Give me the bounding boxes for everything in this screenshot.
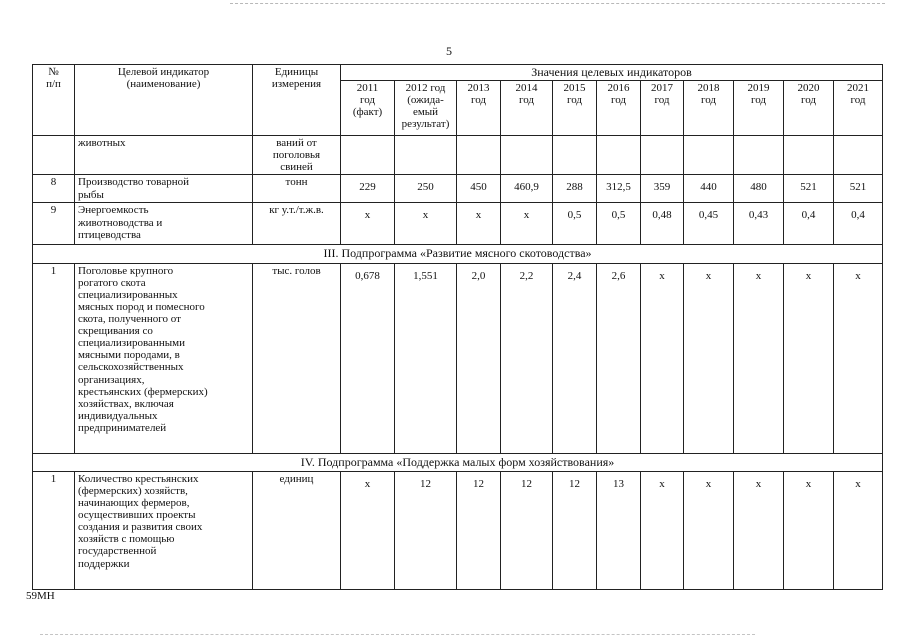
row-indicator-name: животных — [75, 136, 253, 175]
row-value — [597, 136, 641, 175]
row-value: 0,4 — [784, 203, 834, 245]
row-value: 0,45 — [684, 203, 734, 245]
row-value: 521 — [834, 175, 883, 203]
table-row — [33, 175, 883, 203]
row-value: 312,5 — [597, 175, 641, 203]
row-value: x — [834, 263, 883, 453]
page-number: 5 — [446, 44, 452, 58]
row-value: 1,551 — [395, 263, 457, 453]
row-unit: тыс. голов — [253, 263, 341, 453]
target-indicators-table — [32, 64, 883, 590]
row-value: x — [784, 471, 834, 589]
row-indicator-name: Поголовье крупного рогатого скота специализированных мясных пород и помесного скота, полученного от скрещивания со специализированными мясными породами, в сельскохозяйственных организациях, крестьянских (фермерских) хозяйствах, включая индивидуальных предпринимателей — [75, 263, 253, 453]
row-unit: ваний от поголовья свиней — [253, 136, 341, 175]
row-value: 12 — [395, 471, 457, 589]
row-value: 2,2 — [501, 263, 553, 453]
section-title: III. Подпрограмма «Развитие мясного скотоводства» — [33, 245, 883, 263]
row-value: 2,4 — [553, 263, 597, 453]
row-value: 0,43 — [734, 203, 784, 245]
row-value — [784, 136, 834, 175]
section-row-4 — [33, 453, 883, 471]
row-unit: кг у.т./т.ж.в. — [253, 203, 341, 245]
header-year: 2016 год — [597, 81, 641, 136]
row-value: 2,6 — [597, 263, 641, 453]
header-year: 2013 год — [457, 81, 501, 136]
header-year: 2021 год — [834, 81, 883, 136]
row-value: 0,5 — [553, 203, 597, 245]
row-num: 8 — [33, 175, 75, 203]
row-num — [33, 136, 75, 175]
row-value: x — [341, 471, 395, 589]
row-value: 0,4 — [834, 203, 883, 245]
document-code: 59МН — [26, 590, 55, 602]
row-value: 0,48 — [641, 203, 684, 245]
row-value: 12 — [501, 471, 553, 589]
table-row — [33, 263, 883, 453]
row-value — [684, 136, 734, 175]
row-value — [734, 136, 784, 175]
row-value: 250 — [395, 175, 457, 203]
row-value: x — [784, 263, 834, 453]
row-value: x — [684, 471, 734, 589]
row-value — [553, 136, 597, 175]
row-unit: тонн — [253, 175, 341, 203]
row-value: x — [457, 203, 501, 245]
row-value: 12 — [553, 471, 597, 589]
row-value: 359 — [641, 175, 684, 203]
row-value: 288 — [553, 175, 597, 203]
row-value: x — [341, 203, 395, 245]
row-value — [457, 136, 501, 175]
header-year: 2014 год — [501, 81, 553, 136]
header-year: 2012 год (ожида- емый результат) — [395, 81, 457, 136]
row-value: 521 — [784, 175, 834, 203]
row-value — [501, 136, 553, 175]
row-value: 12 — [457, 471, 501, 589]
header-values-title: Значения целевых индикаторов — [341, 65, 883, 81]
row-value — [641, 136, 684, 175]
row-value: 229 — [341, 175, 395, 203]
header-indicator: Целевой индикатор (наименование) — [75, 65, 253, 136]
header-year: 2011 год (факт) — [341, 81, 395, 136]
row-value — [834, 136, 883, 175]
header-year: 2015 год — [553, 81, 597, 136]
table-row — [33, 136, 883, 175]
row-value: x — [501, 203, 553, 245]
row-value: 480 — [734, 175, 784, 203]
row-indicator-name: Энергоемкость животноводства и птицеводства — [75, 203, 253, 245]
row-value — [341, 136, 395, 175]
table-row — [33, 203, 883, 245]
row-value: x — [834, 471, 883, 589]
row-value: 450 — [457, 175, 501, 203]
scan-artifact-bottom — [40, 634, 755, 635]
table-row — [33, 471, 883, 589]
header-year: 2019 год — [734, 81, 784, 136]
row-indicator-name: Производство товарной рыбы — [75, 175, 253, 203]
row-value: x — [734, 471, 784, 589]
row-indicator-name: Количество крестьянских (фермерских) хозяйств, начинающих фермеров, осуществивших проекты создания и развития своих хозяйств с помощью государственной поддержки — [75, 471, 253, 589]
header-year: 2018 год — [684, 81, 734, 136]
header-num: № п/п — [33, 65, 75, 136]
row-value: 440 — [684, 175, 734, 203]
table-body — [33, 136, 883, 590]
header-year: 2020 год — [784, 81, 834, 136]
row-value: x — [734, 263, 784, 453]
header-year: 2017 год — [641, 81, 684, 136]
row-value: 0,678 — [341, 263, 395, 453]
section-title: IV. Подпрограмма «Поддержка малых форм хозяйствования» — [33, 453, 883, 471]
row-num: 1 — [33, 263, 75, 453]
row-value: x — [395, 203, 457, 245]
row-value — [395, 136, 457, 175]
row-unit: единиц — [253, 471, 341, 589]
row-num: 1 — [33, 471, 75, 589]
row-value: 13 — [597, 471, 641, 589]
row-value: 460,9 — [501, 175, 553, 203]
row-value: 0,5 — [597, 203, 641, 245]
row-num: 9 — [33, 203, 75, 245]
table-header — [33, 65, 883, 136]
row-value: 2,0 — [457, 263, 501, 453]
row-value: x — [641, 263, 684, 453]
row-value: x — [641, 471, 684, 589]
section-row-3 — [33, 245, 883, 263]
scan-artifact-top — [230, 3, 885, 4]
header-units: Единицы измерения — [253, 65, 341, 136]
row-value: x — [684, 263, 734, 453]
